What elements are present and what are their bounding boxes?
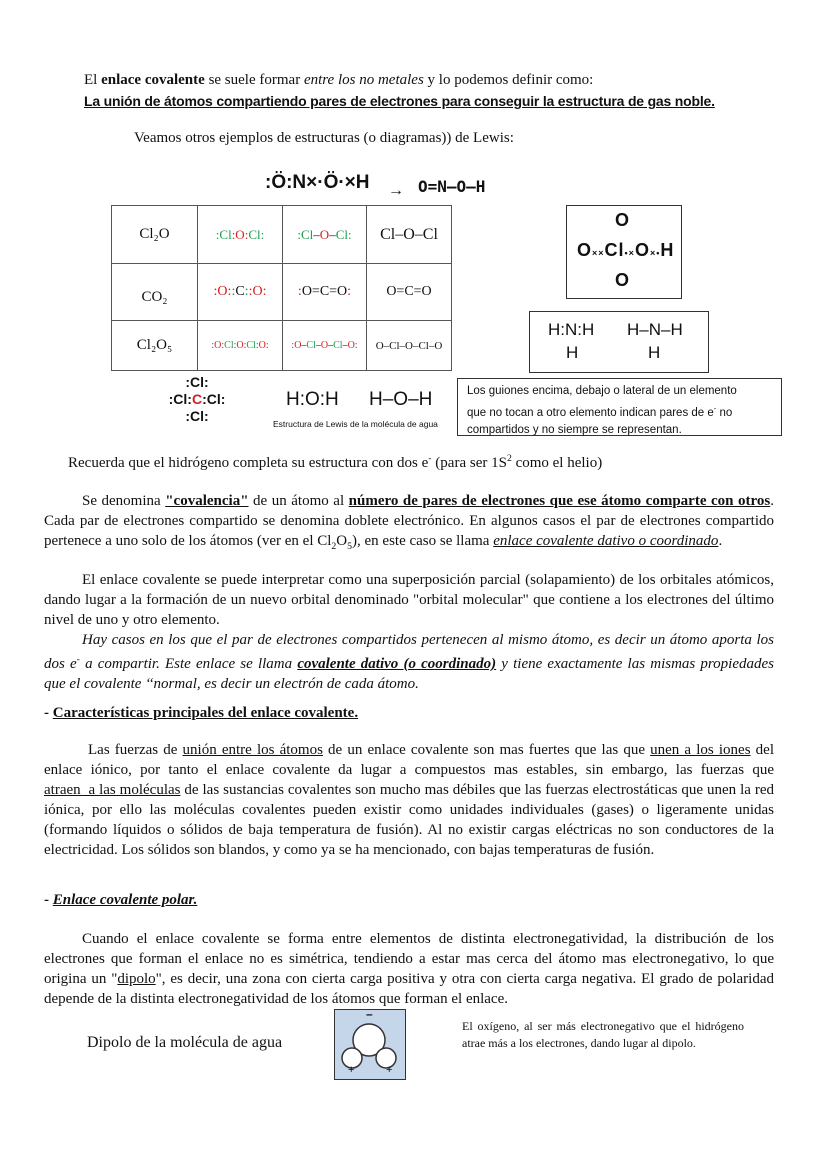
dativo-term: enlace covalente dativo o coordinado (493, 533, 719, 549)
para-text: de un enlace covalente son mas fuertes que las que (322, 742, 651, 758)
hclo4-center: O××Cl•×O×•H (577, 240, 675, 260)
para-text: Las fuerzas de (88, 742, 183, 758)
water-dash: H–O–H (369, 389, 433, 410)
orbital-paragraph: El enlace covalente se puede interpretar como una superposición parcial (solapamiento) de los orbitales atómicos, dando lugar a la formación de un nuevo orbital denominado "orbital molecular" que contiene a los electrones del último nivel de uno y otro elemento. (44, 572, 774, 628)
characteristics-paragraph (44, 740, 774, 860)
heading-text: Enlace covalente polar. (52, 892, 198, 908)
heading-dash: - (44, 892, 53, 908)
dipolo-term: dipolo (117, 971, 156, 987)
heading-dash: - (44, 705, 53, 721)
underlined-phrase: unión entre los átomos (182, 742, 323, 758)
dot-cell: :O::C::O: (198, 264, 283, 321)
section-heading-characteristics (44, 705, 358, 722)
para-text: de un átomo al (248, 493, 349, 509)
ccl4-bottom: :Cl: (185, 408, 209, 424)
intro-text: El (84, 72, 102, 88)
quote: " (111, 971, 118, 987)
subscript: 2 (331, 541, 337, 552)
hclo4-box (566, 205, 682, 299)
dipole-label: Dipolo de la molécula de agua (87, 1034, 283, 1051)
hclo4-top: O (615, 210, 630, 230)
dash-dot-cell: :O–Cl–O–Cl–O: (283, 321, 367, 371)
para-text: O (336, 533, 348, 549)
quote: " (155, 971, 162, 987)
note-text: (para ser 1S (431, 455, 507, 471)
superscript: - (76, 654, 80, 665)
dipole-explanation: El oxígeno, al ser más electronegativo que el hidrógeno atrae más a los electrones, dando lugar al dipolo. (462, 1019, 744, 1050)
polar-paragraph (44, 929, 774, 1009)
ccl4-middle (152, 391, 242, 408)
underlined-phrase: unen a los iones (650, 742, 751, 758)
dipole-diagram (334, 1009, 406, 1080)
ccl4-top: :Cl: (185, 374, 209, 390)
ccl4-right: :Cl: (202, 391, 226, 407)
dash-dot-cell: :Cl–O–Cl: (283, 206, 367, 264)
para-text: . (718, 533, 723, 549)
examples-heading: Veamos otros ejemplos de estructuras (o diagramas)) de Lewis: (134, 130, 514, 146)
formula-cell: CO₂ (112, 264, 198, 321)
plus-sign-left: + (348, 1064, 355, 1076)
underlined-phrase: atraen a las moléculas (44, 782, 181, 798)
nh3-dot: H:N:H (548, 320, 595, 339)
superscript: 2 (506, 453, 512, 464)
nh3-box (529, 311, 709, 373)
para-text: Se denomina (82, 493, 166, 509)
covalencia-paragraph (44, 491, 774, 557)
note-text: como el helio) (511, 455, 603, 471)
formula-cell: Cl₂O₅ (112, 321, 198, 371)
para-text: . Cada par de electrones compartido se denomina doblete electrónico. En algunos casos el par de electrones compartido pertenece a uno solo de los átomos (ver en el Cl (44, 493, 775, 549)
definition: La unión de átomos compartiendo pares de electrones para conseguir la estructura de gas noble. (84, 93, 715, 109)
nh3-dash: H–N–H (627, 320, 683, 339)
nh3-dash-bottom: H (648, 343, 661, 362)
water-dot: H:O:H (286, 389, 339, 410)
para-text: de las sustancias covalentes son mucho mas débiles que las fuerzas electrostáticas que unen la red iónica, por ello las moléculas covalentes pueden existir como unidades individuales (gases) o ligeramente unidas (formando líquidos o sólidos de baja temperatura de fusión). Al no existir cargas eléctricas no son conductores de la electricidad. Los sólidos son blandos, y como ya se ha mencionado, con bajas temperaturas de fusión. (44, 782, 774, 858)
hno2-lewis (265, 172, 370, 194)
hno2-lewis-text: :Ö:N×·Ö·×H (265, 172, 370, 193)
intro-text: se suele formar (204, 72, 304, 88)
superscript: - (428, 453, 432, 464)
structural-cell: Cl–O–Cl (367, 206, 452, 264)
note-text: no (716, 406, 733, 419)
structural-cell: O–Cl–O–Cl–O (367, 321, 452, 371)
intro-line (84, 70, 593, 90)
para-text: y tiene exactamente las mismas propiedades que el covalente ‘‘normal, es decir un electrón de cada átomo. (44, 656, 775, 692)
ccl4-center: C (191, 391, 203, 407)
para-text: , es decir, una zona con cierta carga positiva y otra con cierta carga negativa. El grado de polaridad depende de la distinta electronegatividad de los átomos que forman el enlace. (44, 971, 774, 1007)
lewis-table (111, 205, 452, 371)
dativo-term: covalente dativo (o coordinado) (297, 656, 497, 672)
water-caption: Estructura de Lewis de la molécula de agua (273, 419, 438, 429)
note-text: que no tocan a otro elemento indican pares de e (467, 406, 714, 419)
hydrogen-note (68, 453, 602, 472)
dash-dot-cell: :O=C=O: (283, 264, 367, 321)
plus-sign-right: + (386, 1064, 393, 1076)
hclo4-bottom: O (615, 270, 630, 290)
para-text: Cuando el enlace covalente se forma entre elementos de distinta electronegatividad, la distribución de los electrones que forman el enlace no es simétrica, tendiendo a estar mas cerca del átomo mas electronegativo, lo que origina un (44, 931, 774, 987)
table-row (112, 321, 452, 371)
hno2-structural: O=N–O–H (418, 177, 486, 196)
covalencia-definition: número de pares de electrones que ese átomo comparte con otros (348, 493, 771, 509)
superscript: - (713, 404, 717, 413)
intro-text: y lo podemos definir como: (423, 72, 594, 88)
formula-cell: Cl₂O (112, 206, 198, 264)
table-row (112, 206, 452, 264)
dativo-paragraph (44, 630, 774, 694)
section-heading-polar (44, 892, 197, 909)
structural-cell: O=C=O (367, 264, 452, 321)
arrow-icon: → (388, 182, 404, 199)
note-line (467, 400, 781, 422)
heading-text: Características principales del enlace covalente. (52, 705, 359, 721)
note-text: Recuerda que el hidrógeno completa su estructura con dos e (68, 455, 429, 471)
note-line: compartidos y no siempre se representan. (467, 423, 682, 436)
dot-cell: :O:Cl:O:Cl:O: (198, 321, 283, 371)
minus-sign: – (366, 1007, 373, 1021)
italic-term: entre los no metales (303, 72, 424, 88)
covalencia-term: "covalencia" (165, 493, 249, 509)
nh3-dot-bottom: H (566, 343, 579, 362)
para-text: ), en este caso se llama (352, 533, 494, 549)
note-line: Los guiones encima, debajo o lateral de un elemento (467, 385, 737, 397)
subscript: 5 (347, 541, 353, 552)
para-text: a compartir. Este enlace se llama (79, 656, 298, 672)
para-text: del enlace iónico, por tanto el enlace covalente da lugar a compuestos mas estables, sin embargo, las fuerzas que (44, 742, 775, 778)
bold-term: enlace covalente (101, 72, 205, 88)
ccl4-structure (152, 374, 242, 425)
dot-cell: :Cl:O:Cl: (198, 206, 283, 264)
dot-structure: :Cl (215, 226, 232, 242)
note-box (457, 378, 782, 436)
para-text: Hay casos en los que el par de electrones compartidos pertenecen al mismo átomo, es decir un átomo aporta los dos e (44, 632, 774, 672)
table-row (112, 264, 452, 321)
ccl4-left: :Cl: (168, 391, 192, 407)
